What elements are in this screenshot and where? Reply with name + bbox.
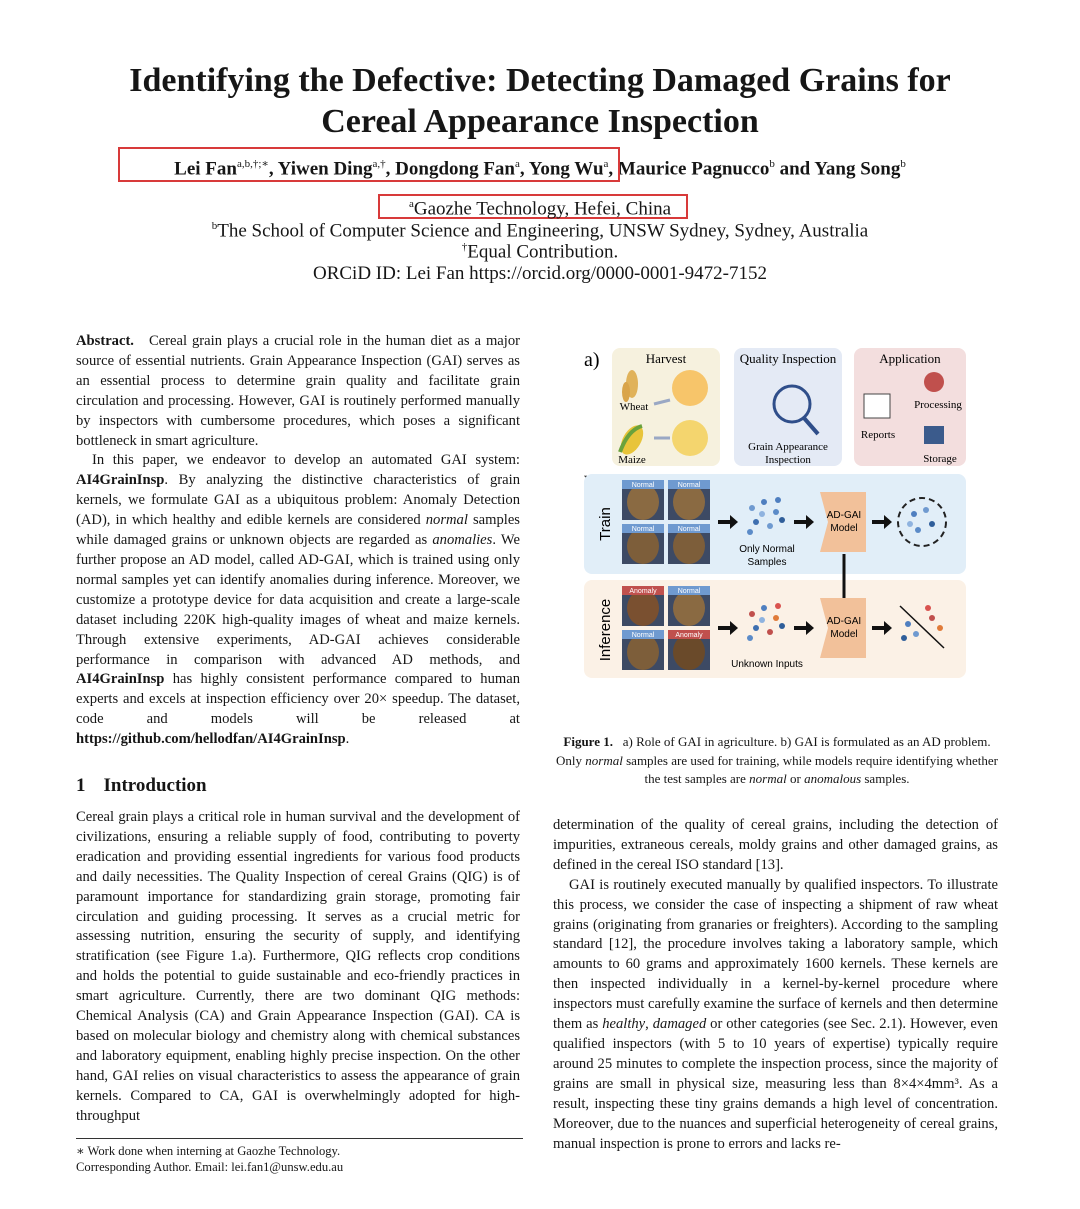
author-name: Dongdong Fan: [395, 158, 516, 180]
abstract-text: . We further propose an AD model, called AD-GAI, which is trained using only normal samples yet can identify anomalies during inference. Moreover, we customize a prototype device for data acquisition and create a large-scale dataset including 220K high-quality images of wheat and maize kernels. Through extensive experiments, AD-GAI achieves considerable performance in comparison with advanced AD methods, and: [76, 532, 521, 668]
author-affil-mark: b: [900, 158, 906, 170]
emphasis: anomalous: [804, 771, 862, 786]
emphasis: normal: [425, 512, 468, 529]
abstract: [76, 332, 520, 750]
author-name: Yong Wu: [528, 158, 604, 180]
panel-a-label: a): [584, 349, 600, 371]
figure-1: [582, 342, 972, 682]
only-normal-label-1: Only Normal: [739, 544, 795, 555]
train-label: Train: [597, 507, 614, 541]
footnote-line: Corresponding Author. Email: lei.fan1@unsw.edu.au: [76, 1160, 344, 1174]
intro-text: ,: [645, 1016, 649, 1033]
title-line-2: Cereal Appearance Inspection: [321, 103, 759, 140]
abstract-text: In this paper, we endeavor to develop an automated GAI system:: [92, 452, 520, 469]
only-normal-label-2: Samples: [747, 557, 787, 568]
gai-label-2: Inspection: [765, 454, 811, 466]
intro-text: GAI is routinely executed manually by qualified inspectors. To illustrate this process, we consider the case of inspecting a shipment of raw wheat grains (originating from granaries or freighters). According to the sampling standard [12], the procedure involves taking a laboratory sample, which amounts to 60 grams and approximately 1600 kernels. These kernels are then inspected individually in a kernel-by-kernel procedure where inspectors must carefully examine the surface of kernels and then determine them as: [553, 876, 998, 1033]
section-heading-introduction: [76, 775, 225, 797]
highlight-box-authors: [118, 147, 620, 182]
section-number: 1: [76, 775, 86, 796]
processing-icon: [924, 372, 944, 392]
author-affil-mark: b: [769, 158, 775, 170]
author-name: Lei Fan: [174, 158, 237, 180]
normal-tag: Normal: [677, 526, 701, 533]
author-affil-mark: a,†: [372, 158, 386, 170]
orcid-line: ORCiD ID: Lei Fan https://orcid.org/0000-0001-9472-7152: [312, 263, 768, 284]
affil-mark: b: [211, 220, 218, 232]
paper-title: [40, 60, 1040, 142]
author-name: Maurice Pagnucco: [617, 158, 770, 180]
emphasis: normal: [749, 771, 787, 786]
affil-text: Gaozhe Technology, Hefei, China: [413, 198, 672, 220]
figure-caption: [556, 733, 998, 789]
quality-label: Quality Inspection: [739, 351, 837, 366]
wheat-label: Wheat: [619, 401, 649, 413]
author-affil-mark: a: [515, 158, 520, 170]
intro-paragraph: [553, 876, 998, 1155]
affil-text: Equal Contribution.: [467, 241, 619, 263]
inference-label: Inference: [597, 598, 614, 662]
caption-text: a) Role of GAI in agriculture. b) GAI is formulated as an AD problem. Only: [556, 734, 991, 768]
model-label-2: Model: [830, 629, 858, 640]
processing-label: Processing: [914, 399, 962, 411]
affiliation-a: [0, 198, 1080, 220]
wheat-kernels-icon: [672, 370, 708, 406]
gai-label-1: Grain Appearance: [748, 441, 828, 453]
abstract-text: Cereal grain plays a crucial role in the human diet as a major source of essential nutrients. Grain Appearance Inspection (GAI) serves as an essential process to determine grain quality and facilitate grain circulation and processing. However, GAI is routinely performed manually by inspectors with cumbersome procedures, which poses a significant bottleneck in smart agriculture.: [76, 333, 520, 449]
emphasis: normal: [585, 752, 623, 768]
footnote-rule: [76, 1138, 523, 1139]
abstract-text: . By analyzing the distinctive characteristics of grain kernels, we formulate GAI as a ubiquitous problem: Anomaly Detection (AD), in which healthy and edible kernels are considered: [76, 472, 520, 529]
reports-label: Reports: [860, 429, 896, 441]
affil-text: The School of Computer Science and Engineering, UNSW Sydney, Sydney, Australia: [217, 220, 869, 242]
intro-left-column: [76, 808, 520, 1127]
intro-paragraph: Cereal grain plays a critical role in human survival and the development of civilizations, ensuring a reliable supply of food, contributing to poverty eradication and providing essential ingredients for various food products and daily necessities. The Quality Inspection of cereal Grains (QIG) is of paramount importance for standardizing grain storage, promoting fair circulation and guiding processing. It serves as a crucial metric for assessing nutrition, ensuring the security of supply, and identifying stratification (see Figure 1.a). Furthermore, QIG reflects crop conditions and holds the potential to guide sustainable and eco-friendly practices in smart agriculture. Currently, there are two dominant QIG methods: Chemical Analysis (CA) and Grain Appearance Inspection (GAI). CA is based on molecular biology and chemistry along with chemical substances and laboratory equipment, enabling highly precise inspection. On the other hand, GAI relies on visual characteristics to assess the appearance of grain kernels. Compared to CA, GAI is overwhelmingly adopted for high-throughput: [76, 809, 520, 1124]
author-name: Yang Song: [814, 158, 901, 180]
anomaly-tag: Anomaly: [629, 588, 657, 595]
affil-mark: a: [408, 198, 414, 210]
abstract-para-1: [76, 332, 520, 451]
harvest-label: Harvest: [645, 351, 687, 366]
model-label-1: AD-GAI: [826, 616, 862, 627]
repository-link[interactable]: https://github.com/hellodfan/AI4GrainInsp: [76, 731, 346, 748]
application-label: Application: [879, 351, 941, 366]
maize-label: Maize: [618, 454, 646, 466]
footnote-line: ∗ Work done when interning at Gaozhe Technology.: [76, 1144, 341, 1158]
storage-label: Storage: [923, 453, 957, 465]
anomaly-tag: Anomaly: [675, 632, 703, 639]
storage-icon: [924, 426, 944, 444]
reports-icon: [864, 394, 890, 418]
system-name: AI4GrainInsp: [76, 671, 165, 688]
emphasis: anomalies: [432, 532, 493, 549]
equal-contribution-note: [0, 241, 1080, 263]
abstract-text: samples while damaged grains or unknown objects are regarded as: [76, 512, 520, 549]
model-label-1: AD-GAI: [826, 510, 862, 521]
caption-text: samples.: [864, 771, 910, 786]
title-line-1: Identifying the Defective: Detecting Damaged Grains for: [129, 62, 951, 99]
abstract-text: has highly consistent performance compared to human experts and excels at inspection efficiency over 20× speedup. The dataset, code and models will be released at: [76, 671, 520, 728]
intro-text: or other categories (see Sec. 2.1). However, even qualified inspectors (with 5 to 10 years of expertise) typically require around 25 minutes to complete the inspection process, since the majority of grains are small in physical size, measuring less than 8×4×4mm³. As a result, inspecting these tiny grains demands a high level of concentration. Moreover, due to the nuances and superficial heterogeneity of cereal grains, manual inspection is prone to errors and lacks re-: [553, 1016, 998, 1152]
author-affil-mark: a: [603, 158, 609, 170]
caption-text: or: [789, 771, 801, 786]
normal-tag: Normal: [677, 588, 701, 595]
author-list: Lei Fan$^{a,b,\dagger;∗}$, Yiwen Ding$^{a,\dagger}$, Dongdong Fan$^a$, Yong Wu$^a$, Maurice Pagnucco$^b$ and Yang Song$^b$: [174, 158, 906, 180]
intro-right-column: [553, 816, 998, 1154]
emphasis: damaged: [652, 1016, 707, 1033]
intro-paragraph: determination of the quality of cereal grains, including the detection of impurities, extraneous cereals, moldy grains and other damaged grains, as defined in the cereal ISO standard [13].: [553, 817, 998, 873]
abstract-para-2: [76, 451, 520, 750]
unknown-inputs-label: Unknown Inputs: [731, 659, 803, 670]
system-name: AI4GrainInsp: [76, 472, 165, 489]
section-title: Introduction: [103, 775, 207, 796]
caption-text: samples are used for training, while models require identifying whether the test samples are: [626, 752, 998, 786]
normal-tag: Normal: [631, 482, 655, 489]
model-label-2: Model: [830, 523, 858, 534]
normal-tag: Normal: [631, 632, 655, 639]
maize-kernels-icon: [672, 420, 708, 456]
normal-tag: Normal: [677, 482, 701, 489]
abstract-label: Abstract.: [76, 333, 134, 349]
emphasis: healthy: [602, 1016, 646, 1033]
affiliation-b: [0, 220, 1080, 242]
caption-label: Figure 1.: [563, 734, 613, 749]
normal-tag: Normal: [631, 526, 655, 533]
abstract-text: .: [345, 731, 350, 748]
author-name: Yiwen Ding: [277, 158, 373, 180]
author-affil-mark: a,b,†;∗: [236, 158, 269, 170]
affil-mark: †: [461, 241, 468, 253]
footnote: [76, 1138, 523, 1175]
